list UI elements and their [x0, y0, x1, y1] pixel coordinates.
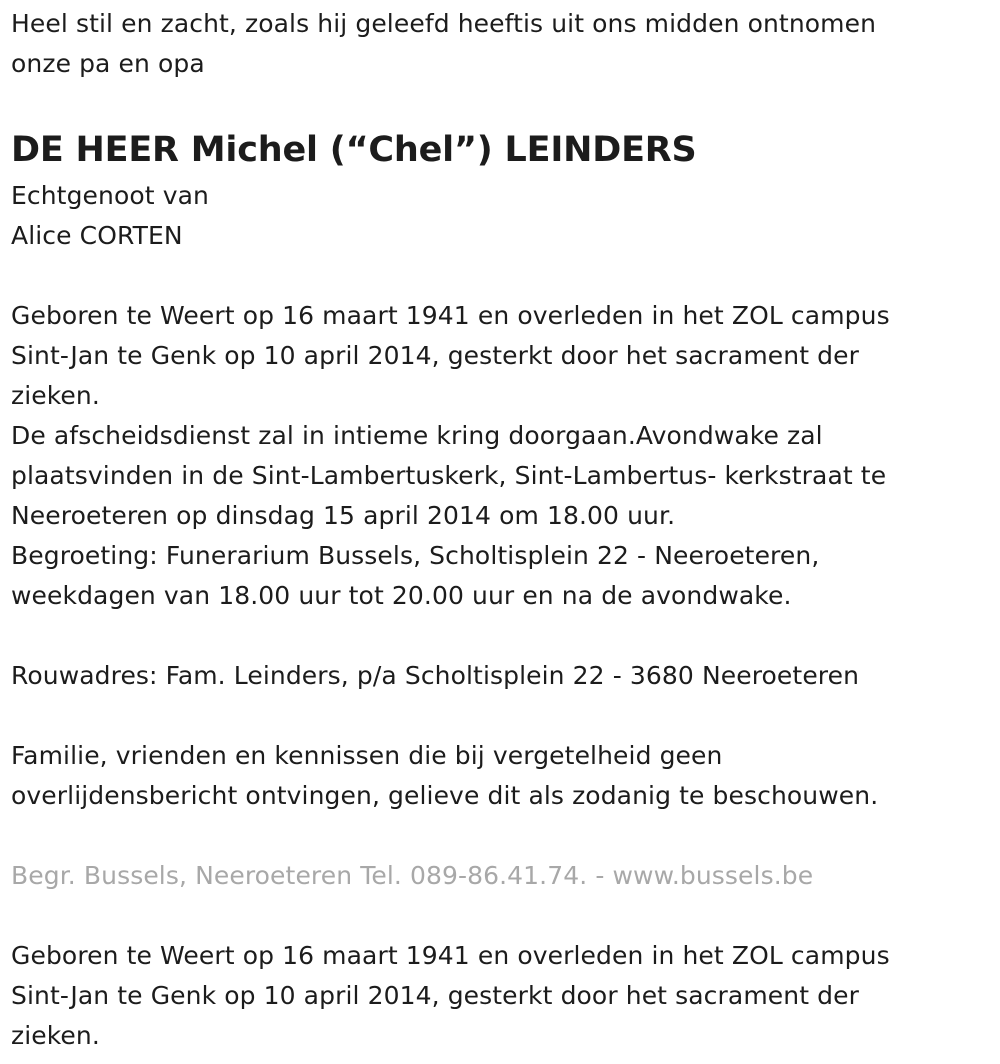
spouse-label: Echtgenoot van [11, 181, 209, 210]
deceased-name: DE HEER Michel (“Chel”) LEINDERS [11, 130, 697, 170]
funeral-home-footer: Begr. Bussels, Neeroeteren Tel. 089-86.41.74. - www.bussels.be [11, 861, 814, 890]
spacer [11, 256, 991, 296]
details-line: Neeroeteren op dinsdag 15 april 2014 om 18.00 uur. [11, 501, 676, 530]
repeat-block [11, 936, 991, 1056]
spacer [11, 816, 991, 856]
notice-line: overlijdensbericht ontvingen, gelieve dit als zodanig te beschouwen. [11, 781, 879, 810]
spacer [11, 696, 991, 736]
details-line: zieken. [11, 381, 100, 410]
notice-line: Familie, vrienden en kennissen die bij vergetelheid geen [11, 741, 723, 770]
spouse-block [11, 176, 991, 256]
details-line: Geboren te Weert op 16 maart 1941 en overleden in het ZOL campus [11, 301, 890, 330]
notice-block [11, 736, 991, 816]
intro-line: Heel stil en zacht, zoals hij geleefd heeftis uit ons midden ontnomen [11, 9, 877, 38]
details-line: Sint-Jan te Genk op 10 april 2014, gesterkt door het sacrament der [11, 341, 859, 370]
mourning-address: Rouwadres: Fam. Leinders, p/a Scholtisplein 22 - 3680 Neeroeteren [11, 661, 860, 690]
repeat-line: Geboren te Weert op 16 maart 1941 en overleden in het ZOL campus [11, 941, 890, 970]
details-line: weekdagen van 18.00 uur tot 20.00 uur en na de avondwake. [11, 581, 792, 610]
spouse-name: Alice CORTEN [11, 221, 183, 250]
details-line: plaatsvinden in de Sint-Lambertuskerk, Sint-Lambertus- kerkstraat te [11, 461, 887, 490]
repeat-line: Sint-Jan te Genk op 10 april 2014, gesterkt door het sacrament der [11, 981, 859, 1010]
spacer [11, 616, 991, 656]
obituary-notice [11, 4, 991, 1056]
intro-line: onze pa en opa [11, 49, 205, 78]
details-block [11, 296, 991, 616]
spacer [11, 896, 991, 936]
details-line: De afscheidsdienst zal in intieme kring doorgaan.Avondwake zal [11, 421, 823, 450]
intro-block [11, 4, 991, 84]
details-line: Begroeting: Funerarium Bussels, Scholtisplein 22 - Neeroeteren, [11, 541, 820, 570]
repeat-line: zieken. [11, 1021, 100, 1050]
